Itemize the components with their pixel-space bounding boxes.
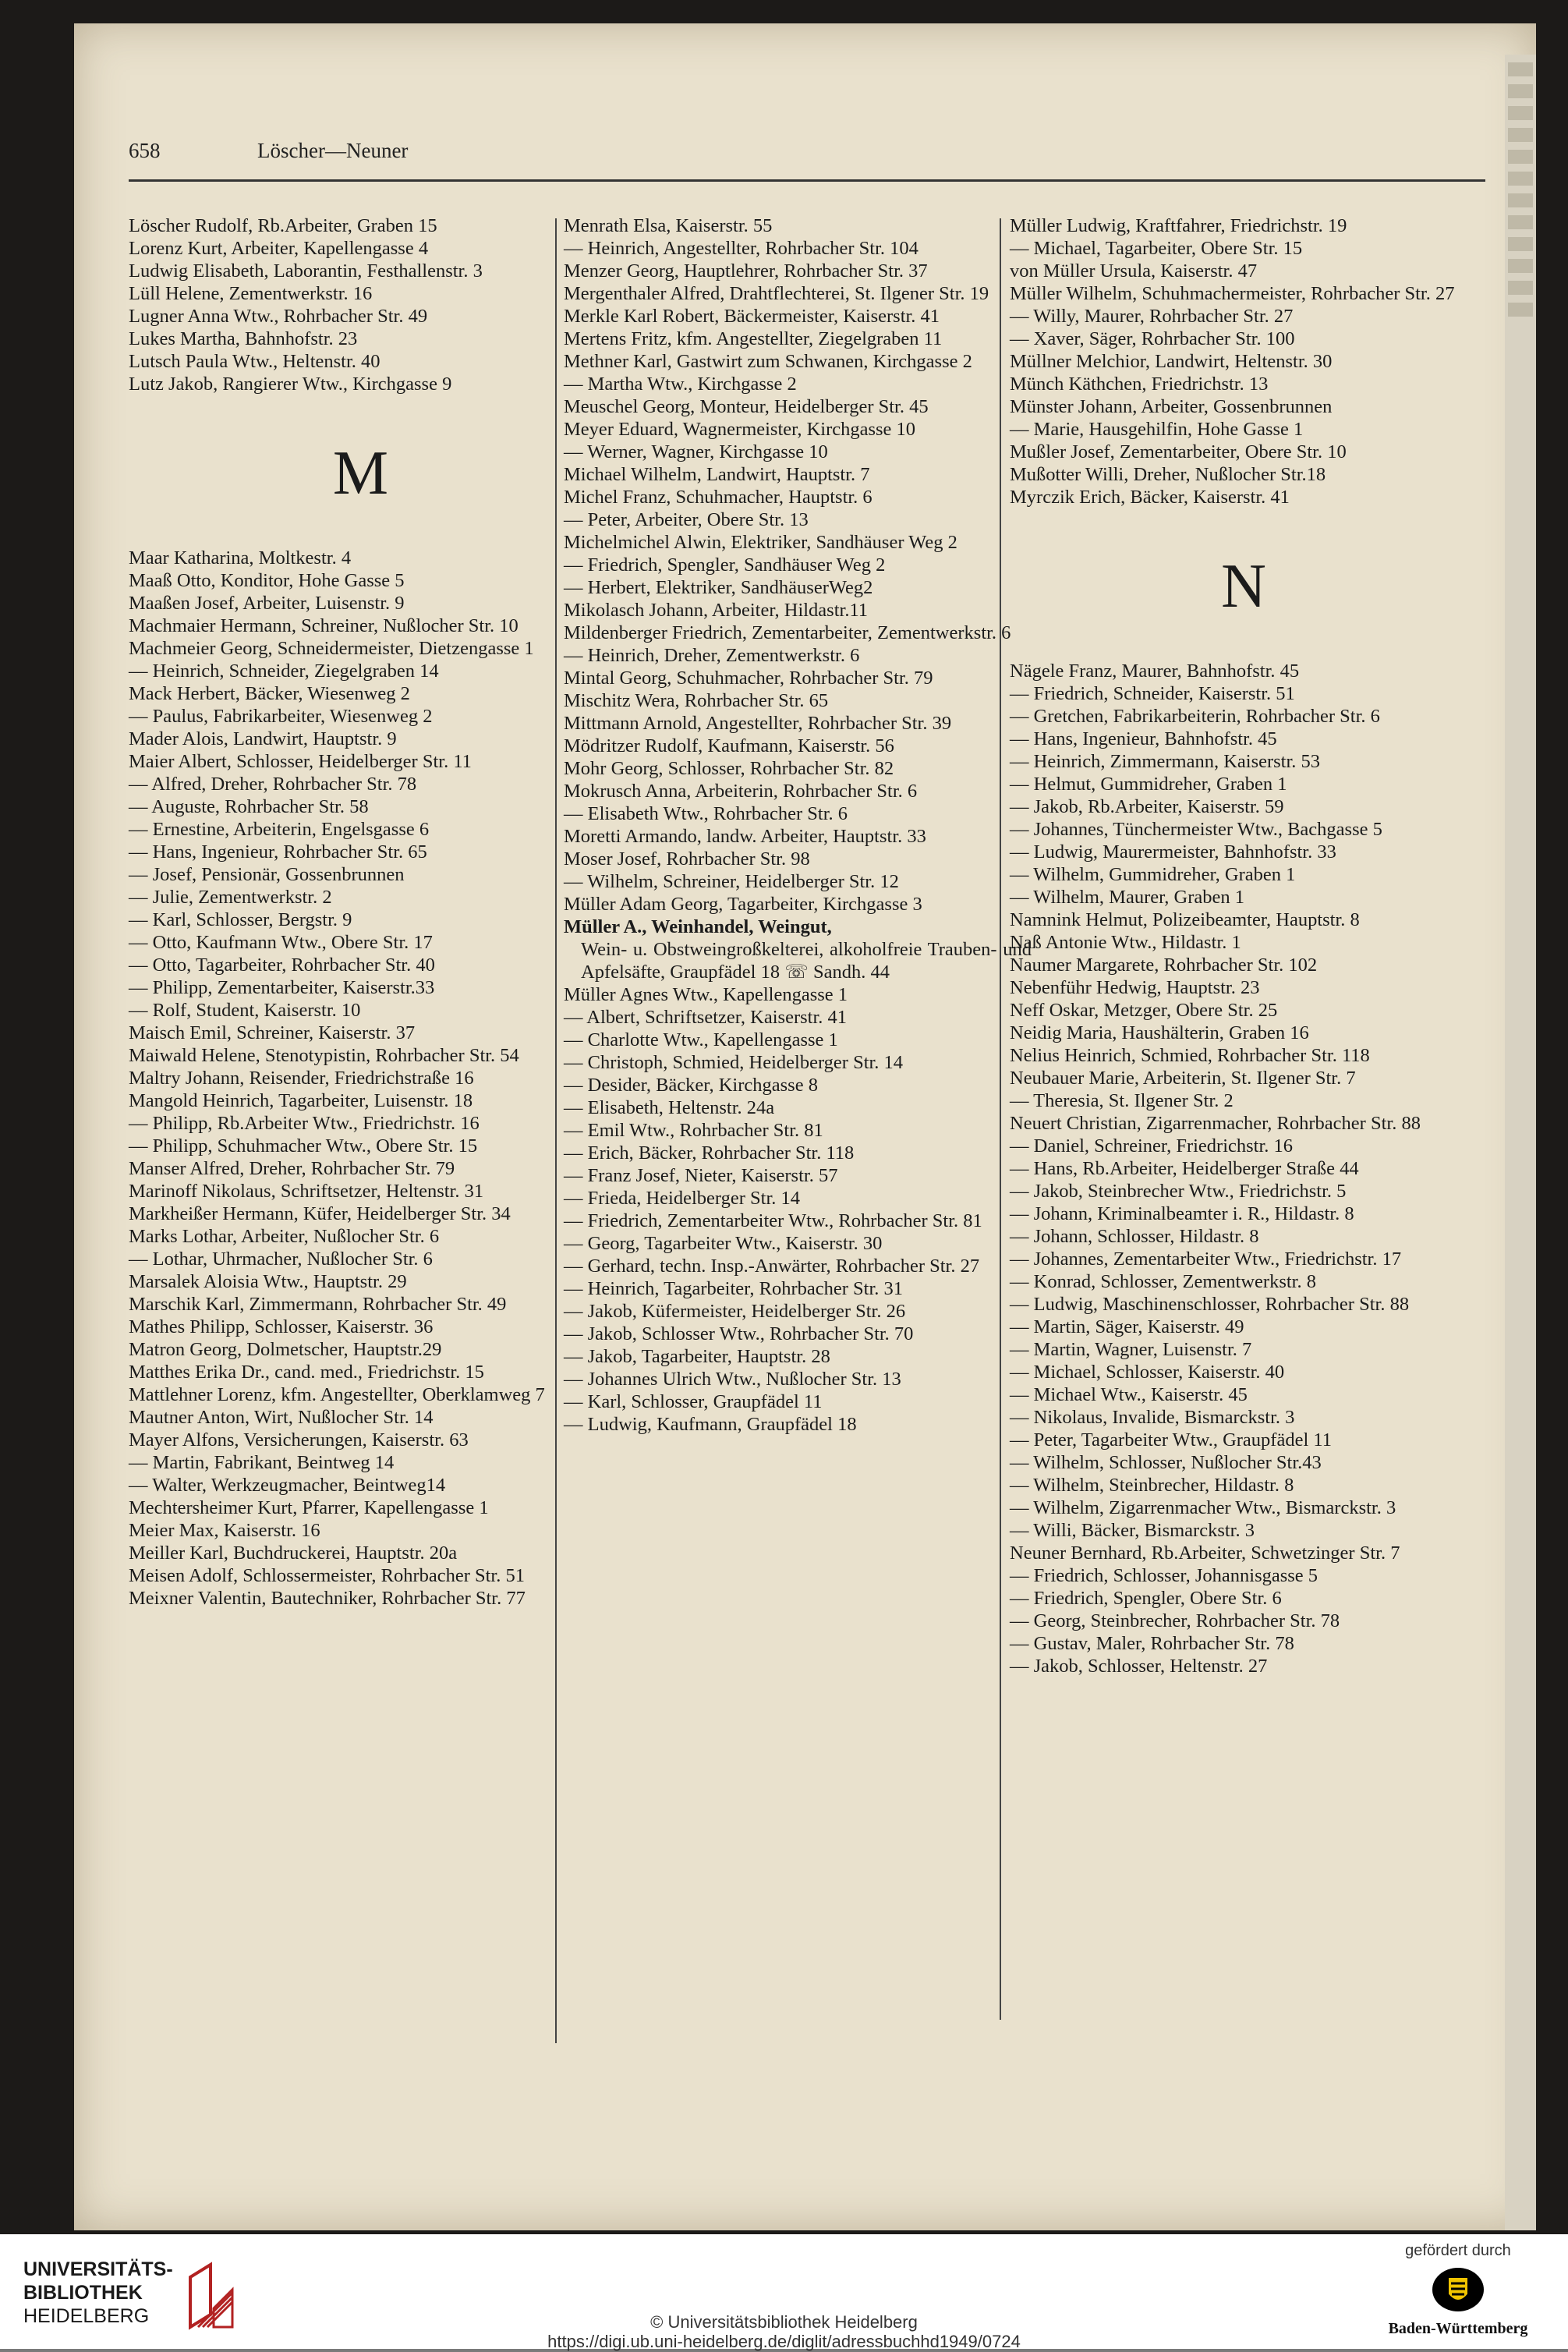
running-head [129, 125, 1485, 172]
directory-column-3 [1010, 214, 1478, 1677]
directory-entry: — Willy, Maurer, Rohrbacher Str. 27 [1010, 306, 1294, 327]
directory-entry: — Friedrich, Spengler, Obere Str. 6 [1010, 1588, 1282, 1609]
directory-entry: — Desider, Bäcker, Kirchgasse 8 [564, 1075, 818, 1096]
directory-entry: — Erich, Bäcker, Rohrbacher Str. 118 [564, 1142, 855, 1164]
directory-entry: Müller Wilhelm, Schuhmachermeister, Rohrbacher Str. 27 [1010, 283, 1455, 304]
directory-entry: Meisen Adolf, Schlossermeister, Rohrbacher Str. 51 [129, 1565, 525, 1586]
directory-entry: Maaß Otto, Konditor, Hohe Gasse 5 [129, 570, 405, 591]
directory-entry: — Martha Wtw., Kirchgasse 2 [564, 374, 797, 395]
directory-entry: — Friedrich, Schlosser, Johannisgasse 5 [1010, 1565, 1318, 1586]
directory-entry: Markheißer Hermann, Küfer, Heidelberger Str. 34 [129, 1203, 511, 1224]
directory-entry: Müller Agnes Wtw., Kapellengasse 1 [564, 984, 848, 1005]
directory-entry: Marschik Karl, Zimmermann, Rohrbacher Str. 49 [129, 1294, 507, 1315]
section-letter: M [332, 439, 389, 508]
document-url-link[interactable]: https://digi.ub.uni-heidelberg.de/diglit/adressbuchhd1949/0724 [547, 2332, 1021, 2351]
directory-entry: Mußotter Willi, Dreher, Nußlocher Str.18 [1010, 464, 1326, 485]
directory-entry: — Herbert, Elektriker, SandhäuserWeg2 [564, 577, 873, 598]
directory-entry: Moser Josef, Rohrbacher Str. 98 [564, 848, 810, 870]
directory-entry: — Xaver, Säger, Rohrbacher Str. 100 [1010, 328, 1295, 349]
directory-entry: Neuert Christian, Zigarrenmacher, Rohrbacher Str. 88 [1010, 1113, 1421, 1134]
directory-entry: Nägele Franz, Maurer, Bahnhofstr. 45 [1010, 661, 1300, 682]
directory-entry: Lukes Martha, Bahnhofstr. 23 [129, 328, 358, 349]
directory-entry: Merkle Karl Robert, Bäckermeister, Kaiserstr. 41 [564, 306, 940, 327]
directory-entry: Myrczik Erich, Bäcker, Kaiserstr. 41 [1010, 487, 1290, 508]
directory-entry: Neubauer Marie, Arbeiterin, St. Ilgener Str. 7 [1010, 1068, 1356, 1089]
directory-entry: Müller Ludwig, Kraftfahrer, Friedrichstr. 19 [1010, 215, 1347, 236]
page-number: 658 [129, 139, 161, 162]
directory-entry: Mußler Josef, Zementarbeiter, Obere Str. 10 [1010, 441, 1347, 462]
directory-entry: — Heinrich, Schneider, Ziegelgraben 14 [129, 661, 439, 682]
directory-entry: Lutz Jakob, Rangierer Wtw., Kirchgasse 9 [129, 374, 452, 395]
directory-entry: Mechtersheimer Kurt, Pfarrer, Kapellengasse 1 [129, 1497, 489, 1518]
library-name-line-1: UNIVERSITÄTS- [23, 2258, 173, 2280]
directory-entry: — Marie, Hausgehilfin, Hohe Gasse 1 [1010, 419, 1304, 440]
directory-entry: Maiwald Helene, Stenotypistin, Rohrbacher Str. 54 [129, 1045, 519, 1066]
directory-entry: Maaßen Josef, Arbeiter, Luisenstr. 9 [129, 593, 405, 614]
library-name-line-3: HEIDELBERG [23, 2305, 150, 2327]
directory-entry: Mader Alois, Landwirt, Hauptstr. 9 [129, 728, 397, 749]
directory-entry: — Philipp, Rb.Arbeiter Wtw., Friedrichstr. 16 [129, 1113, 480, 1134]
directory-entry: — Alfred, Dreher, Rohrbacher Str. 78 [129, 774, 417, 795]
directory-entry: Löscher Rudolf, Rb.Arbeiter, Graben 15 [129, 215, 437, 236]
directory-entry: — Jakob, Küfermeister, Heidelberger Str. 26 [564, 1301, 906, 1322]
directory-entry: Naumer Margarete, Rohrbacher Str. 102 [1010, 955, 1318, 976]
directory-entry: — Jakob, Tagarbeiter, Hauptstr. 28 [564, 1346, 830, 1367]
directory-entry: — Johannes, Zementarbeiter Wtw., Friedrichstr. 17 [1010, 1249, 1402, 1270]
directory-entry: — Peter, Arbeiter, Obere Str. 13 [564, 509, 809, 530]
directory-entry: — Theresia, St. Ilgener Str. 2 [1010, 1090, 1234, 1111]
directory-entry: — Johannes, Tünchermeister Wtw., Bachgasse 5 [1010, 819, 1382, 840]
directory-entry: — Wilhelm, Zigarrenmacher Wtw., Bismarckstr. 3 [1010, 1497, 1396, 1518]
directory-entry: Marinoff Nikolaus, Schriftsetzer, Heltenstr. 31 [129, 1181, 484, 1202]
directory-entry: Maisch Emil, Schreiner, Kaiserstr. 37 [129, 1022, 416, 1043]
directory-entry: — Heinrich, Tagarbeiter, Rohrbacher Str. 31 [564, 1278, 903, 1299]
directory-entry: Mangold Heinrich, Tagarbeiter, Luisenstr. 18 [129, 1090, 473, 1111]
directory-entry: — Heinrich, Dreher, Zementwerkstr. 6 [564, 645, 860, 666]
directory-entry: Mödritzer Rudolf, Kaufmann, Kaiserstr. 56 [564, 735, 894, 756]
directory-entry: Michael Wilhelm, Landwirt, Hauptstr. 7 [564, 464, 870, 485]
directory-entry: — Peter, Tagarbeiter Wtw., Graupfädel 11 [1010, 1429, 1332, 1451]
directory-entry: Müllner Melchior, Landwirt, Heltenstr. 30 [1010, 351, 1333, 372]
directory-entry: — Lothar, Uhrmacher, Nußlocher Str. 6 [129, 1249, 433, 1270]
directory-entry: — Jakob, Steinbrecher Wtw., Friedrichstr. 5 [1010, 1181, 1347, 1202]
directory-entry: Machmeier Georg, Schneidermeister, Dietzengasse 1 [129, 638, 534, 659]
directory-entry: — Wilhelm, Gummidreher, Graben 1 [1010, 864, 1296, 885]
directory-entry: Neidig Maria, Haushälterin, Graben 16 [1010, 1022, 1309, 1043]
directory-entry: Mittmann Arnold, Angestellter, Rohrbacher Str. 39 [564, 713, 952, 734]
directory-entry: — Otto, Tagarbeiter, Rohrbacher Str. 40 [129, 955, 435, 976]
directory-entry: — Michael, Schlosser, Kaiserstr. 40 [1010, 1362, 1285, 1383]
directory-entry: Neff Oskar, Metzger, Obere Str. 25 [1010, 1000, 1278, 1021]
directory-entry: Mohr Georg, Schlosser, Rohrbacher Str. 82 [564, 758, 894, 779]
directory-entry: — Johannes Ulrich Wtw., Nußlocher Str. 13 [564, 1369, 901, 1390]
directory-entry: — Hans, Ingenieur, Rohrbacher Str. 65 [129, 841, 427, 863]
directory-entry: — Wilhelm, Steinbrecher, Hildastr. 8 [1010, 1475, 1294, 1496]
funded-by-label: gefördert durch [1405, 2242, 1511, 2259]
column-divider [1000, 218, 1001, 2020]
directory-entry: Michelmichel Alwin, Elektriker, Sandhäuser Weg 2 [564, 532, 957, 553]
directory-entry: Marsalek Aloisia Wtw., Hauptstr. 29 [129, 1271, 407, 1292]
directory-entry: — Frieda, Heidelberger Str. 14 [564, 1188, 801, 1209]
directory-entry: — Nikolaus, Invalide, Bismarckstr. 3 [1010, 1407, 1295, 1428]
directory-entry: — Wilhelm, Schreiner, Heidelberger Str. 12 [564, 871, 899, 892]
directory-entry: Mildenberger Friedrich, Zementarbeiter, Zementwerkstr. 6 [564, 622, 1011, 643]
directory-entry: Meiller Karl, Buchdruckerei, Hauptstr. 20a [129, 1543, 458, 1564]
column-divider [555, 218, 557, 2043]
directory-entry: — Johann, Schlosser, Hildastr. 8 [1010, 1226, 1259, 1247]
directory-entry: Lorenz Kurt, Arbeiter, Kapellengasse 4 [129, 238, 429, 259]
directory-entry: — Georg, Tagarbeiter Wtw., Kaiserstr. 30 [564, 1233, 883, 1254]
state-seal-icon [1431, 2266, 1485, 2313]
directory-entry: Menrath Elsa, Kaiserstr. 55 [564, 215, 773, 236]
directory-entry: — Michael, Tagarbeiter, Obere Str. 15 [1010, 238, 1303, 259]
directory-entry: Naß Antonie Wtw., Hildastr. 1 [1010, 932, 1241, 953]
directory-entry: — Christoph, Schmied, Heidelberger Str. 14 [564, 1052, 904, 1073]
directory-entry: — Friedrich, Spengler, Sandhäuser Weg 2 [564, 554, 886, 576]
directory-entry: Ludwig Elisabeth, Laborantin, Festhallenstr. 3 [129, 260, 483, 282]
directory-entry: — Paulus, Fabrikarbeiter, Wiesenweg 2 [129, 706, 433, 727]
directory-entry: Mertens Fritz, kfm. Angestellter, Ziegelgraben 11 [564, 328, 943, 349]
directory-entry: — Johann, Kriminalbeamter i. R., Hildastr. 8 [1010, 1203, 1354, 1224]
funder-logo[interactable] [1364, 2242, 1552, 2343]
directory-entry: — Rolf, Student, Kaiserstr. 10 [129, 1000, 361, 1021]
copyright-notice: © Universitätsbibliothek Heidelberg [650, 2312, 918, 2332]
directory-entry: Mack Herbert, Bäcker, Wiesenweg 2 [129, 683, 410, 704]
directory-entry: Marks Lothar, Arbeiter, Nußlocher Str. 6 [129, 1226, 440, 1247]
directory-entry: Mattlehner Lorenz, kfm. Angestellter, Oberklamweg 7 [129, 1384, 545, 1405]
directory-column-2 [564, 214, 1032, 1436]
directory-entry: Manser Alfred, Dreher, Rohrbacher Str. 79 [129, 1158, 455, 1179]
directory-entry: — Charlotte Wtw., Kapellengasse 1 [564, 1029, 838, 1050]
directory-entry: — Werner, Wagner, Kirchgasse 10 [564, 441, 828, 462]
directory-entry: Meyer Eduard, Wagnermeister, Kirchgasse 10 [564, 419, 916, 440]
directory-page [74, 23, 1536, 2230]
directory-entry: Neuner Bernhard, Rb.Arbeiter, Schwetzinger Str. 7 [1010, 1543, 1400, 1564]
directory-entry: Maltry Johann, Reisender, Friedrichstraße 16 [129, 1068, 474, 1089]
directory-entry: Maar Katharina, Moltkestr. 4 [129, 547, 352, 569]
directory-entry: — Wilhelm, Schlosser, Nußlocher Str.43 [1010, 1452, 1322, 1473]
directory-entry: Meixner Valentin, Bautechniker, Rohrbacher Str. 77 [129, 1588, 526, 1609]
directory-entry: Münster Johann, Arbeiter, Gossenbrunnen [1010, 396, 1333, 417]
directory-entry: Moretti Armando, landw. Arbeiter, Hauptstr. 33 [564, 826, 926, 847]
directory-entry: Mikolasch Johann, Arbeiter, Hildastr.11 [564, 600, 869, 621]
directory-entry: Nelius Heinrich, Schmied, Rohrbacher Str. 118 [1010, 1045, 1370, 1066]
directory-entry: — Martin, Fabrikant, Beintweg 14 [129, 1452, 395, 1473]
directory-entry: — Gretchen, Fabrikarbeiterin, Rohrbacher Str. 6 [1010, 706, 1380, 727]
directory-entry: — Heinrich, Angestellter, Rohrbacher Str. 104 [564, 238, 919, 259]
directory-entry: Mergenthaler Alfred, Drahtflechterei, St. Ilgener Str. 19 [564, 283, 989, 304]
directory-entry: Lüll Helene, Zementwerkstr. 16 [129, 283, 373, 304]
directory-entry: — Jakob, Schlosser Wtw., Rohrbacher Str. 70 [564, 1323, 914, 1344]
directory-entry: Menzer Georg, Hauptlehrer, Rohrbacher Str. 37 [564, 260, 928, 282]
directory-entry: — Gerhard, techn. Insp.-Anwärter, Rohrbacher Str. 27 [564, 1256, 980, 1277]
directory-entry: — Josef, Pensionär, Gossenbrunnen [129, 864, 405, 885]
funder-name: Baden-Württemberg [1388, 2320, 1528, 2337]
directory-entry: — Karl, Schlosser, Graupfädel 11 [564, 1391, 823, 1412]
section-letter: N [1221, 552, 1266, 621]
directory-entry: Matron Georg, Dolmetscher, Hauptstr.29 [129, 1339, 442, 1360]
directory-entry: — Franz Josef, Nieter, Kaiserstr. 57 [564, 1165, 838, 1186]
directory-entry: Mathes Philipp, Schlosser, Kaiserstr. 36 [129, 1316, 434, 1337]
directory-entry: — Willi, Bäcker, Bismarckstr. 3 [1010, 1520, 1255, 1541]
directory-entry: — Martin, Säger, Kaiserstr. 49 [1010, 1316, 1244, 1337]
directory-entry: — Ernestine, Arbeiterin, Engelsgasse 6 [129, 819, 430, 840]
directory-entry: Mayer Alfons, Versicherungen, Kaiserstr. 63 [129, 1429, 469, 1451]
directory-entry: Namnink Helmut, Polizeibeamter, Hauptstr. 8 [1010, 909, 1360, 930]
directory-entry: Methner Karl, Gastwirt zum Schwanen, Kirchgasse 2 [564, 351, 972, 372]
directory-entry: Mautner Anton, Wirt, Nußlocher Str. 14 [129, 1407, 434, 1428]
directory-entry: — Karl, Schlosser, Bergstr. 9 [129, 909, 352, 930]
directory-entry: — Jakob, Schlosser, Heltenstr. 27 [1010, 1656, 1268, 1677]
header-rule [129, 179, 1485, 182]
directory-entry: — Emil Wtw., Rohrbacher Str. 81 [564, 1120, 823, 1141]
directory-entry: — Elisabeth Wtw., Rohrbacher Str. 6 [564, 803, 848, 824]
directory-entry: Müller Adam Georg, Tagarbeiter, Kirchgasse 3 [564, 894, 922, 915]
directory-entry: — Helmut, Gummidreher, Graben 1 [1010, 774, 1287, 795]
directory-column-1 [129, 214, 593, 1610]
directory-entry: Matthes Erika Dr., cand. med., Friedrichstr. 15 [129, 1362, 484, 1383]
footer-bar [0, 2234, 1568, 2349]
directory-entry: Münch Käthchen, Friedrichstr. 13 [1010, 374, 1269, 395]
directory-entry: — Auguste, Rohrbacher Str. 58 [129, 796, 369, 817]
directory-entry: Maier Albert, Schlosser, Heidelberger Str. 11 [129, 751, 472, 772]
directory-entry: Mischitz Wera, Rohrbacher Str. 65 [564, 690, 829, 711]
directory-entry: von Müller Ursula, Kaiserstr. 47 [1010, 260, 1258, 282]
directory-entry: Müller A., Weinhandel, Weingut, [564, 916, 832, 937]
directory-entry: — Martin, Wagner, Luisenstr. 7 [1010, 1339, 1252, 1360]
directory-entry: — Heinrich, Zimmermann, Kaiserstr. 53 [1010, 751, 1321, 772]
library-name-line-2: BIBLIOTHEK [23, 2282, 143, 2304]
directory-entry: — Walter, Werkzeugmacher, Beintweg14 [129, 1475, 446, 1496]
directory-entry: Lugner Anna Wtw., Rohrbacher Str. 49 [129, 306, 428, 327]
directory-entry: — Wilhelm, Maurer, Graben 1 [1010, 887, 1245, 908]
directory-entry: — Ludwig, Maschinenschlosser, Rohrbacher Str. 88 [1010, 1294, 1410, 1315]
directory-entry: Meier Max, Kaiserstr. 16 [129, 1520, 320, 1541]
directory-entry: — Daniel, Schreiner, Friedrichstr. 16 [1010, 1135, 1294, 1157]
directory-entry: — Philipp, Schuhmacher Wtw., Obere Str. 15 [129, 1135, 478, 1157]
directory-entry: Mintal Georg, Schuhmacher, Rohrbacher Str. 79 [564, 668, 933, 689]
adjacent-page-edge [1505, 55, 1536, 2230]
directory-entry: — Hans, Ingenieur, Bahnhofstr. 45 [1010, 728, 1277, 749]
directory-entry: Wein- u. Obstweingroßkelterei, alkoholfreie Trauben- und Apfelsäfte, Graupfädel 18 ☏ Sandh. 44 [581, 939, 1032, 983]
directory-entry: Lutsch Paula Wtw., Heltenstr. 40 [129, 351, 380, 372]
directory-entry: — Otto, Kaufmann Wtw., Obere Str. 17 [129, 932, 433, 953]
directory-entry: — Michael Wtw., Kaiserstr. 45 [1010, 1384, 1248, 1405]
directory-entry: — Gustav, Maler, Rohrbacher Str. 78 [1010, 1633, 1294, 1654]
directory-entry: — Albert, Schriftsetzer, Kaiserstr. 41 [564, 1007, 848, 1028]
directory-entry: — Jakob, Rb.Arbeiter, Kaiserstr. 59 [1010, 796, 1284, 817]
directory-entry: — Georg, Steinbrecher, Rohrbacher Str. 78 [1010, 1610, 1340, 1631]
directory-entry: — Ludwig, Maurermeister, Bahnhofstr. 33 [1010, 841, 1336, 863]
directory-entry: — Konrad, Schlosser, Zementwerkstr. 8 [1010, 1271, 1316, 1292]
directory-entry: — Friedrich, Zementarbeiter Wtw., Rohrbacher Str. 81 [564, 1210, 982, 1231]
directory-entry: — Philipp, Zementarbeiter, Kaiserstr.33 [129, 977, 435, 998]
directory-entry: — Friedrich, Schneider, Kaiserstr. 51 [1010, 683, 1295, 704]
directory-entry: Mokrusch Anna, Arbeiterin, Rohrbacher Str. 6 [564, 781, 918, 802]
directory-entry: — Julie, Zementwerkstr. 2 [129, 887, 332, 908]
directory-entry: Machmaier Hermann, Schreiner, Nußlocher Str. 10 [129, 615, 519, 636]
directory-entry: — Ludwig, Kaufmann, Graupfädel 18 [564, 1414, 857, 1435]
directory-entry: Michel Franz, Schuhmacher, Hauptstr. 6 [564, 487, 872, 508]
directory-entry: Nebenführ Hedwig, Hauptstr. 23 [1010, 977, 1260, 998]
directory-entry: Meuschel Georg, Monteur, Heidelberger Str. 45 [564, 396, 929, 417]
directory-entry: — Hans, Rb.Arbeiter, Heidelberger Straße 44 [1010, 1158, 1359, 1179]
running-head-title: Löscher—Neuner [257, 139, 409, 162]
directory-entry: — Elisabeth, Heltenstr. 24a [564, 1097, 775, 1118]
